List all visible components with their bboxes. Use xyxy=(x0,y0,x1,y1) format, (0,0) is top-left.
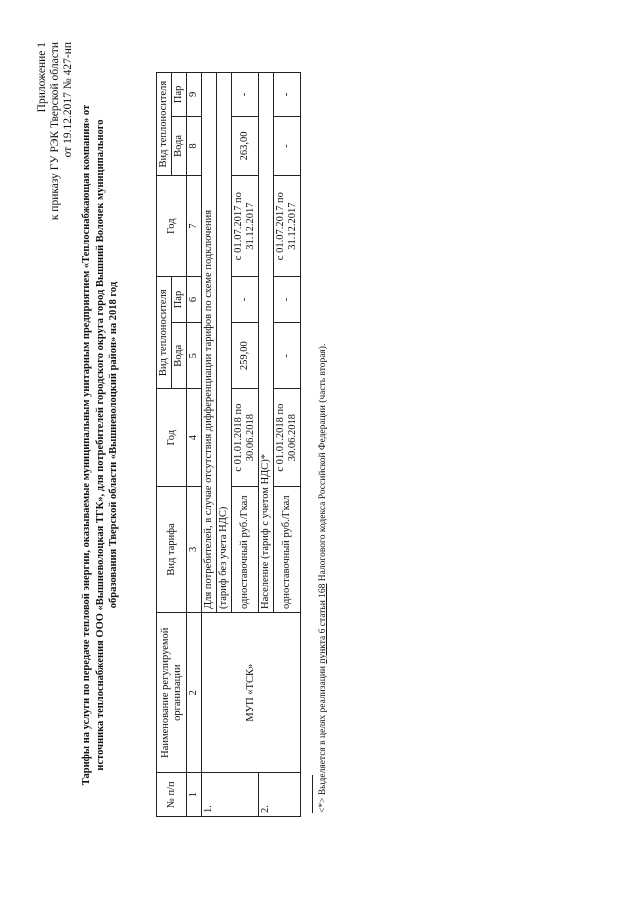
tariff-type-2: одноставочный руб./Гкал xyxy=(274,486,301,612)
header-steam-1: Пар xyxy=(172,277,187,323)
title-line-1: Тарифы на услуги по передаче тепловой энергии, оказываемые муниципальным унитарным предприятием «Теплоснабжающая компания» от xyxy=(81,104,92,786)
col-number: 7 xyxy=(187,176,202,277)
org-name: МУП «ТСК» xyxy=(202,612,301,772)
period-2-2: с 01.07.2017 по 31.12.2017 xyxy=(274,176,301,277)
steam-2-1: - xyxy=(274,277,301,323)
steam-1-2: - xyxy=(232,73,259,117)
appendix-line-2: к приказу ГУ РЭК Тверской области xyxy=(49,42,61,221)
appendix-line-3: от 19.12.2017 № 427-нп xyxy=(62,42,74,158)
header-num: № п/п xyxy=(157,773,187,817)
header-year-1: Год xyxy=(157,389,187,486)
col-number: 6 xyxy=(187,277,202,323)
header-org: Наименование регулируемой организации xyxy=(157,612,187,772)
footnote-suffix: Налогового кодекса Российской Федерации (часть вторая). xyxy=(318,343,328,584)
column-number-row xyxy=(187,73,202,817)
footnote-prefix: <*> Выделяется в целях реализации xyxy=(318,663,328,813)
header-water-2: Вода xyxy=(172,116,187,176)
period-2-1: с 01.01.2018 по 30.06.2018 xyxy=(274,389,301,486)
header-year-2: Год xyxy=(157,176,187,277)
steam-1-1: - xyxy=(232,277,259,323)
header-tariff-type: Вид тарифа xyxy=(157,486,187,612)
appendix-header xyxy=(36,42,75,220)
document-title xyxy=(80,45,121,845)
col-number: 3 xyxy=(187,486,202,612)
col-number: 5 xyxy=(187,322,202,388)
period-1-2: с 01.07.2017 по 31.12.2017 xyxy=(232,176,259,277)
water-2-1: - xyxy=(274,322,301,388)
header-water-1: Вода xyxy=(172,322,187,388)
title-line-2: источника теплоснабжения ООО «Вышневолоцкая ТГК», для потребителей городского округа город Вышний Волочек муниципального xyxy=(94,119,106,771)
col-number: 9 xyxy=(187,73,202,117)
footnote-divider xyxy=(312,775,313,813)
row-2-num: 2. xyxy=(259,773,301,817)
row-1-num: 1. xyxy=(202,773,259,817)
period-1-1: с 01.01.2018 по 30.06.2018 xyxy=(232,389,259,486)
col-number: 2 xyxy=(187,612,202,772)
header-steam-2: Пар xyxy=(172,73,187,117)
group-label-2: Население (тариф с учетом НДС)* xyxy=(259,73,274,613)
tariff-type-1: одноставочный руб./Гкал xyxy=(232,486,259,612)
col-number: 4 xyxy=(187,389,202,486)
footnote-link[interactable]: пункта 6 статьи 168 xyxy=(318,583,328,664)
title-line-3: образования Тверской области «Вышневолоцкий район» на 2018 год xyxy=(108,281,119,609)
col-number: 8 xyxy=(187,116,202,176)
group-label-1: (тариф без учета НДС) xyxy=(217,73,232,613)
header-carrier-1: Вид теплоносителя xyxy=(157,277,172,389)
section-label: Для потребителей, в случае отсутствия дифференциации тарифов по схеме подключения xyxy=(202,73,217,613)
tariff-table xyxy=(156,72,301,817)
water-2-2: - xyxy=(274,116,301,176)
header-carrier-2: Вид теплоносителя xyxy=(157,73,172,176)
section-row xyxy=(202,73,217,817)
header-row xyxy=(157,73,172,817)
water-1-2: 263,00 xyxy=(232,116,259,176)
steam-2-2: - xyxy=(274,73,301,117)
appendix-line-1: Приложение 1 xyxy=(36,42,48,113)
water-1-1: 259,00 xyxy=(232,322,259,388)
col-number: 1 xyxy=(187,773,202,817)
footnote xyxy=(318,344,328,813)
